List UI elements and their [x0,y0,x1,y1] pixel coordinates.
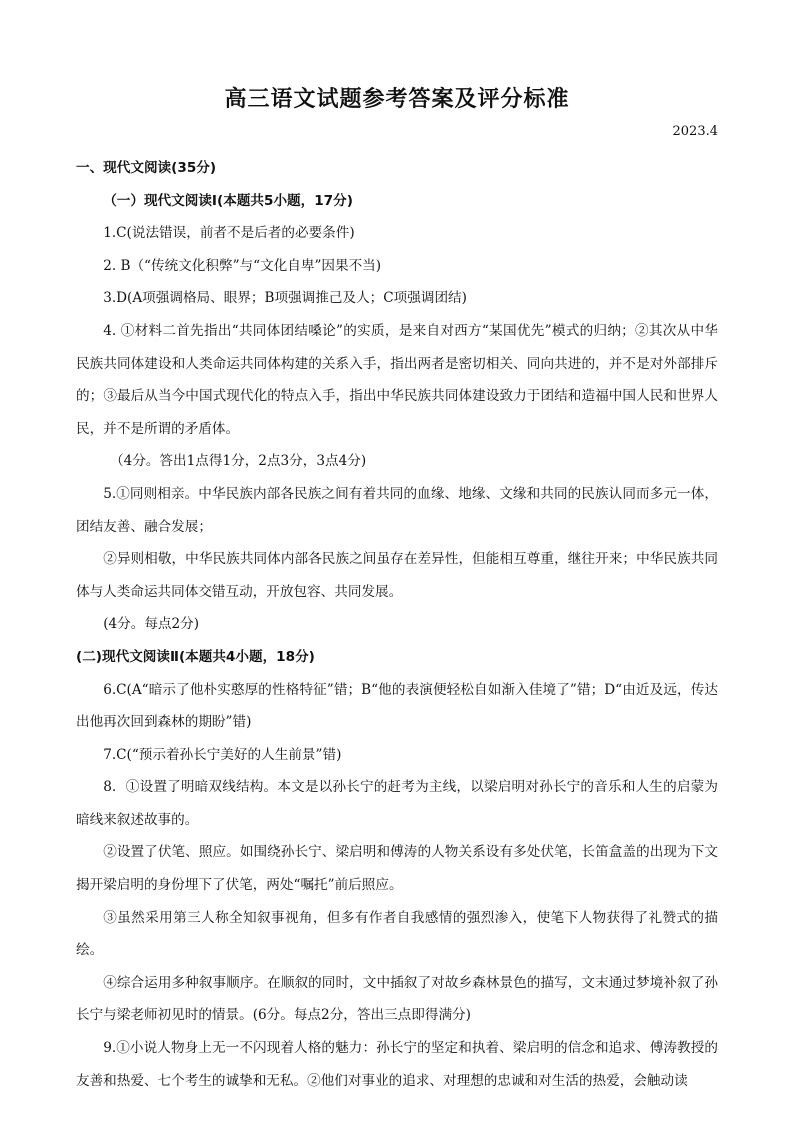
answer-q4: 4. ①材料二首先指出“共同体团结嗓论”的实质，是来自对西方“某国优先”模式的归纳；②其次从中华民族共同体建设和人类命运共同体构建的关系入手，指出两者是密切相关、同向共进的，并不是对外部排斥的；③最后从当今中国式现代化的特点入手，指出中华民族共同体建设致力于团结和造福中国人民和世界人民，并不是所谓的矛盾体。 [76,322,718,437]
answer-q9: 9.①小说人物身上无一不闪现着人格的魅力：孙长宁的坚定和执着、梁启明的信念和追求、傅涛教授的友善和热爱、七个考生的诚挚和无私。②他们对事业的追求、对理想的忠诚和对生活的热爱，会触动读 [76,1040,718,1089]
answer-q8-point3: ③虽然采用第三人称全知叙事视角，但多有作者自我感情的强烈渗入，使笔下人物获得了礼赞式的描绘。 [76,909,718,959]
answer-content [76,152,718,1097]
answer-q5-scoring: (4分。每点2分) [103,616,200,633]
answer-q6: 6.C(A“暗示了他朴实憨厚的性格特征”错；B“他的表演便轻松自如渐入佳境了”错；D“由近及远，传达出他再次回到森林的期盼”错) [76,681,718,731]
answer-q3: 3.D(A项强调格局、眼界；B项强调推己及人；C项强调团结) [103,290,467,307]
answer-q7: 7.C(“预示着孙长宁美好的人生前景”错) [103,746,342,763]
answer-q5-point2: ②异则相敬，中华民族共同体内部各民族之间虽存在差异性，但能相互尊重，继往开来；中华民族共同体与人类命运共同体交错互动，开放包容、共同发展。 [76,551,718,600]
answer-q8-point4: ④综合运用多种叙事顺序。在顺叙的同时，文中插叙了对故乡森林景色的描写，文末通过梦境补叙了孙长宁与梁老师初见时的情景。(6分。每点2分，答出三点即得满分) [76,974,718,1024]
document-date: 2023.4 [672,124,718,139]
subsection-heading-reading-2: (二)现代文阅读Ⅱ(本题共4小题，18分) [76,648,315,665]
answer-q8-point2: ②设置了伏笔、照应。如围绕孙长宁、梁启明和傅涛的人物关系设有多处伏笔，长笛盒盖的出现为下文揭开梁启明的身份埋下了伏笔，两处“嘱托”前后照应。 [76,844,718,894]
answer-q1: 1.C(说法错误，前者不是后者的必要条件) [103,225,355,242]
page-title: 高三语文试题参考答案及评分标准 [224,87,570,112]
answer-q5-point1: 5.①同则相亲。中华民族内部各民族之间有着共同的血缘、地缘、文缘和共同的民族认同而多元一体，团结友善、融合发展； [76,485,718,535]
answer-q2: 2. B（“传统文化积弊”与“文化自卑”因果不当) [103,257,382,274]
section-heading-modern-reading: 一、现代文阅读(35分) [76,160,217,176]
subsection-heading-reading-1: （一）现代文阅读Ⅰ(本题共5小题，17分) [103,192,353,209]
answer-q8-point1: 8．①设置了明暗双线结构。本文是以孙长宁的赶考为主线，以梁启明对孙长宁的音乐和人生的启蒙为暗线来叙述故事的。 [76,779,718,828]
answer-q4-scoring: （4分。答出1点得1分，2点3分，3点4分) [110,453,367,470]
